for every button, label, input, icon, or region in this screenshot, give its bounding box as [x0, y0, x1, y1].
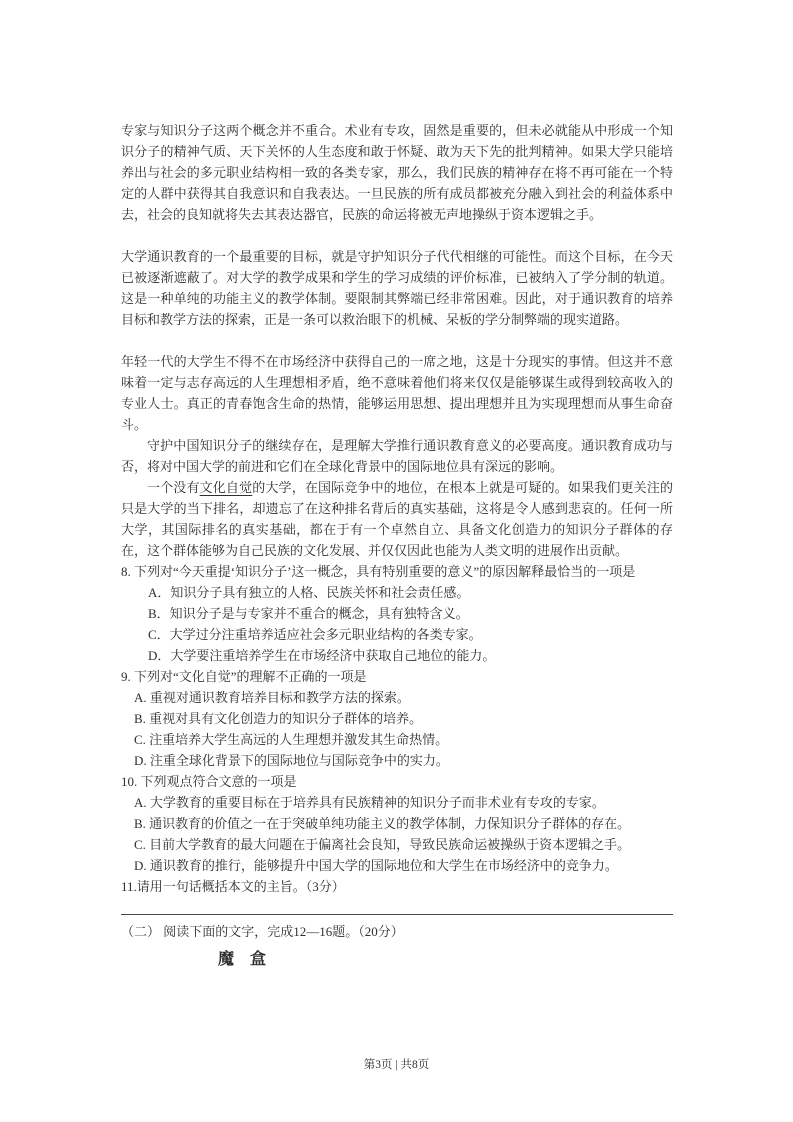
- question-9-option-a: A. 重视对通识教育培养目标和教学方法的探索。: [134, 690, 410, 705]
- question-9-option-b: B. 重视对具有文化创造力的知识分子群体的培养。: [134, 711, 423, 726]
- passage-paragraph-5: [121, 477, 673, 561]
- question-8-stem: 8. 下列对“今天重提‘知识分子’这一概念，具有特别重要的意义”的原因解释最恰当的一项是: [121, 564, 636, 579]
- question-9-stem: 9. 下列对“文化自觉”的理解不正确的一项是: [121, 669, 367, 684]
- question-9-option-d: D. 注重全球化背景下的国际地位与国际竞争中的实力。: [134, 753, 449, 768]
- question-10-option-c: C. 目前大学教育的最大问题在于偏离社会良知，导致民族命运被操纵于资本逻辑之手。: [134, 837, 631, 852]
- passage-paragraph-1: 专家与知识分子这两个概念并不重合。术业有专攻，固然是重要的，但未必就能从中形成一个知识分子的精神气质、天下关怀的人生态度和敢于怀疑、敢为天下先的批判精神。如果大学只能培养出与社会的多元职业结构相一致的各类专家，那么，我们民族的精神存在将不再可能在一个特定的人群中获得其自我意识和自我表达。一旦民族的所有成员都被充分融入到社会的利益体系中去，社会的良知就将失去其表达器官，民族的命运将被无声地操纵于资本逻辑之手。: [121, 123, 673, 222]
- section-two-intro: （二） 阅读下面的文字，完成12—16题。（20分）: [121, 924, 404, 939]
- question-10-option-a: A. 大学教育的重要目标在于培养具有民族精神的知识分子而非术业有专攻的专家。: [134, 795, 605, 810]
- question-9: [121, 666, 673, 771]
- paragraph-text-pre: 一个没有: [147, 480, 200, 495]
- underlined-term: 文化自觉: [199, 480, 253, 495]
- question-8: [121, 561, 673, 666]
- question-10-option-d: D. 通识教育的推行，能够提升中国大学的国际地位和大学生在市场经济中的竞争力。: [134, 858, 618, 873]
- question-10-stem: 10. 下列观点符合文意的一项是: [121, 774, 297, 789]
- paragraph-text-post: 的大学，在国际竞争中的地位，在根本上就是可疑的。如果我们更关注的只是大学的当下排名，却遗忘了在这种排名背后的真实基础，这将是令人感到悲哀的。任何一所大学，其国际排名的真实基础，都在于有一个卓然自立、具备文化创造力的知识分子群体的存在，这个群体能够为自己民族的文化发展、并仅仅因此也能为人类文明的进展作出贡献。: [121, 480, 673, 558]
- reading-passage: [121, 120, 673, 561]
- question-10: [121, 771, 673, 876]
- passage-paragraph-3: 年轻一代的大学生不得不在市场经济中获得自己的一席之地，这是十分现实的事情。但这并不意味着一定与志存高远的人生理想相矛盾，绝不意味着他们将来仅仅是能够谋生或得到较高收入的专业人士。真正的青春饱含生命的热情，能够运用思想、提出理想并且为实现理想而从事生命奋斗。: [121, 354, 673, 432]
- page-footer: 第3页 | 共8页: [363, 1059, 430, 1071]
- passage-paragraph-4: 守护中国知识分子的继续存在，是理解大学推行通识教育意义的必要高度。通识教育成功与否，将对中国大学的前进和它们在全球化背景中的国际地位具有深远的影响。: [121, 438, 673, 474]
- question-8-option-a: A．知识分子具有独立的人格、民族关怀和社会责任感。: [148, 585, 470, 600]
- question-8-option-c: C．大学过分注重培养适应社会多元职业结构的各类专家。: [148, 627, 482, 642]
- question-list: [121, 561, 673, 897]
- question-9-option-c: C. 注重培养大学生高远的人生理想并激发其生命热情。: [134, 732, 449, 747]
- passage-paragraph-2: 大学通识教育的一个最重要的目标，就是守护知识分子代代相继的可能性。而这个目标，在今天已被逐渐遮蔽了。对大学的教学成果和学生的学习成绩的评价标准，已被纳入了学分制的轨道。这是一种单纯的功能主义的教学体制。要限制其弊端已经非常困难。因此，对于通识教育的培养目标和教学方法的探索，正是一条可以救治眼下的机械、呆板的学分制弊端的现实道路。: [121, 249, 673, 327]
- question-8-option-b: B．知识分子是与专家并不重合的概念，具有独特含义。: [148, 606, 469, 621]
- question-10-option-b: B. 通识教育的价值之一在于突破单纯功能主义的教学体制，力保知识分子群体的存在。: [134, 816, 631, 831]
- question-11-stem: 11.请用一句话概括本文的主旨。（3分）: [121, 879, 345, 894]
- question-8-option-d: D．大学要注重培养学生在市场经济中获取自己地位的能力。: [148, 648, 496, 663]
- section-two-passage-title: 魔 盒: [218, 951, 267, 968]
- answer-blank-line: [121, 897, 673, 915]
- question-11: [121, 876, 673, 897]
